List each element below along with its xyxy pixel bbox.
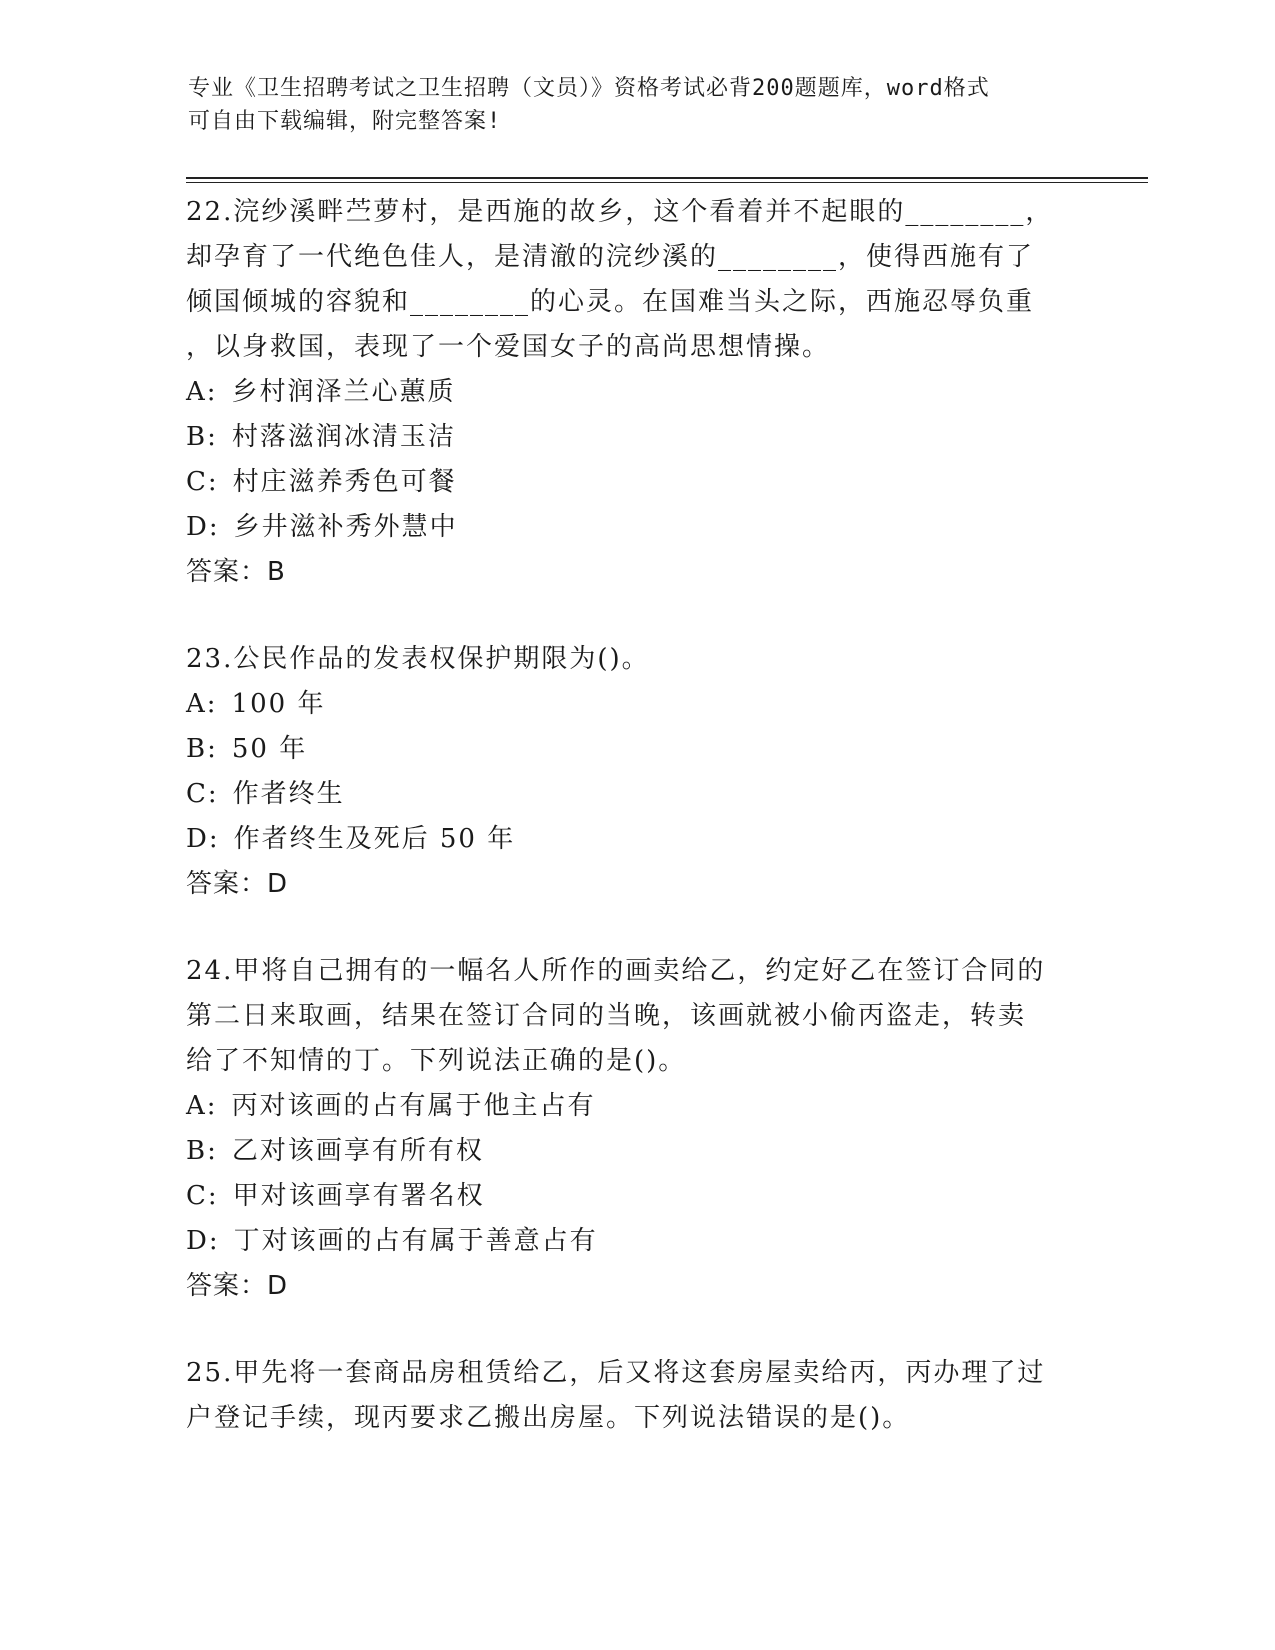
header-line-1: 专业《卫生招聘考试之卫生招聘（文员）》资格考试必背200题题库，word格式 bbox=[188, 76, 990, 101]
option-text: 村庄滋养秀色可餐 bbox=[232, 467, 457, 497]
stem-line: ，以身救国，表现了一个爱国女子的高尚思想情操。 bbox=[186, 332, 831, 362]
stem-line: 22.浣纱溪畔苎萝村，是西施的故乡，这个看着并不起眼的________， bbox=[186, 197, 1054, 227]
option-a bbox=[186, 682, 1086, 727]
stem-line: 24.甲将自己拥有的一幅名人所作的画卖给乙，约定好乙在签订合同的 bbox=[186, 956, 1046, 986]
stem-line: 25.甲先将一套商品房租赁给乙，后又将这套房屋卖给丙，丙办理了过 bbox=[186, 1358, 1046, 1388]
option-letter: A: bbox=[186, 377, 218, 407]
option-letter: C: bbox=[186, 779, 219, 809]
question-23 bbox=[186, 637, 1086, 907]
stem-line: 却孕育了一代绝色佳人，是清澈的浣纱溪的________，使得西施有了 bbox=[186, 242, 1035, 272]
option-letter: A: bbox=[186, 1091, 218, 1121]
option-c bbox=[186, 1174, 1086, 1219]
option-text: 村落滋润冰清玉洁 bbox=[231, 422, 456, 452]
option-text: 丙对该画的占有属于他主占有 bbox=[231, 1091, 596, 1121]
stem-line: 倾国倾城的容貌和________的心灵。在国难当头之际，西施忍辱负重 bbox=[186, 287, 1035, 317]
option-d bbox=[186, 817, 1086, 862]
option-letter: A: bbox=[186, 689, 218, 719]
option-letter: D: bbox=[186, 512, 220, 542]
question-stem bbox=[186, 1351, 1086, 1441]
option-c bbox=[186, 772, 1086, 817]
stem-line: 23.公民作品的发表权保护期限为()。 bbox=[186, 644, 650, 674]
option-b bbox=[186, 727, 1086, 772]
option-a bbox=[186, 370, 1086, 415]
option-d bbox=[186, 1219, 1086, 1264]
option-list bbox=[186, 370, 1086, 550]
option-text: 甲对该画享有署名权 bbox=[232, 1181, 485, 1211]
option-text: 乡井滋补秀外慧中 bbox=[233, 512, 458, 542]
option-b bbox=[186, 415, 1086, 460]
answer-label: 答案：D bbox=[186, 869, 289, 899]
answer-label: 答案：B bbox=[186, 557, 286, 587]
option-letter: D: bbox=[186, 824, 220, 854]
answer-label: 答案：D bbox=[186, 1271, 289, 1301]
stem-line: 第二日来取画，结果在签订合同的当晚，该画就被小偷丙盗走，转卖 bbox=[186, 1001, 1027, 1031]
option-d bbox=[186, 505, 1086, 550]
option-b bbox=[186, 1129, 1086, 1174]
option-c bbox=[186, 460, 1086, 505]
option-letter: B: bbox=[186, 1136, 218, 1166]
option-text: 作者终生 bbox=[232, 779, 345, 809]
document-header bbox=[188, 72, 1068, 138]
option-letter: D: bbox=[186, 1226, 220, 1256]
option-text: 乙对该画享有所有权 bbox=[231, 1136, 484, 1166]
option-text: 作者终生及死后 50 年 bbox=[233, 824, 516, 854]
option-text: 100 年 bbox=[231, 689, 326, 719]
option-text: 50 年 bbox=[231, 734, 308, 764]
option-letter: B: bbox=[186, 422, 218, 452]
question-25 bbox=[186, 1351, 1086, 1441]
question-stem bbox=[186, 190, 1086, 370]
option-a bbox=[186, 1084, 1086, 1129]
option-letter: B: bbox=[186, 734, 218, 764]
stem-line: 给了不知情的丁。下列说法正确的是()。 bbox=[186, 1046, 687, 1076]
option-text: 乡村润泽兰心蕙质 bbox=[231, 377, 456, 407]
option-list bbox=[186, 1084, 1086, 1264]
option-list bbox=[186, 682, 1086, 862]
question-list bbox=[186, 190, 1086, 1483]
header-line-2: 可自由下载编辑，附完整答案! bbox=[188, 109, 502, 134]
option-text: 丁对该画的占有属于善意占有 bbox=[233, 1226, 598, 1256]
question-24 bbox=[186, 949, 1086, 1309]
question-22 bbox=[186, 190, 1086, 595]
header-divider bbox=[186, 177, 1148, 183]
stem-line: 户登记手续，现丙要求乙搬出房屋。下列说法错误的是()。 bbox=[186, 1403, 911, 1433]
question-stem bbox=[186, 637, 1086, 682]
option-letter: C: bbox=[186, 1181, 219, 1211]
option-letter: C: bbox=[186, 467, 219, 497]
question-stem bbox=[186, 949, 1086, 1084]
